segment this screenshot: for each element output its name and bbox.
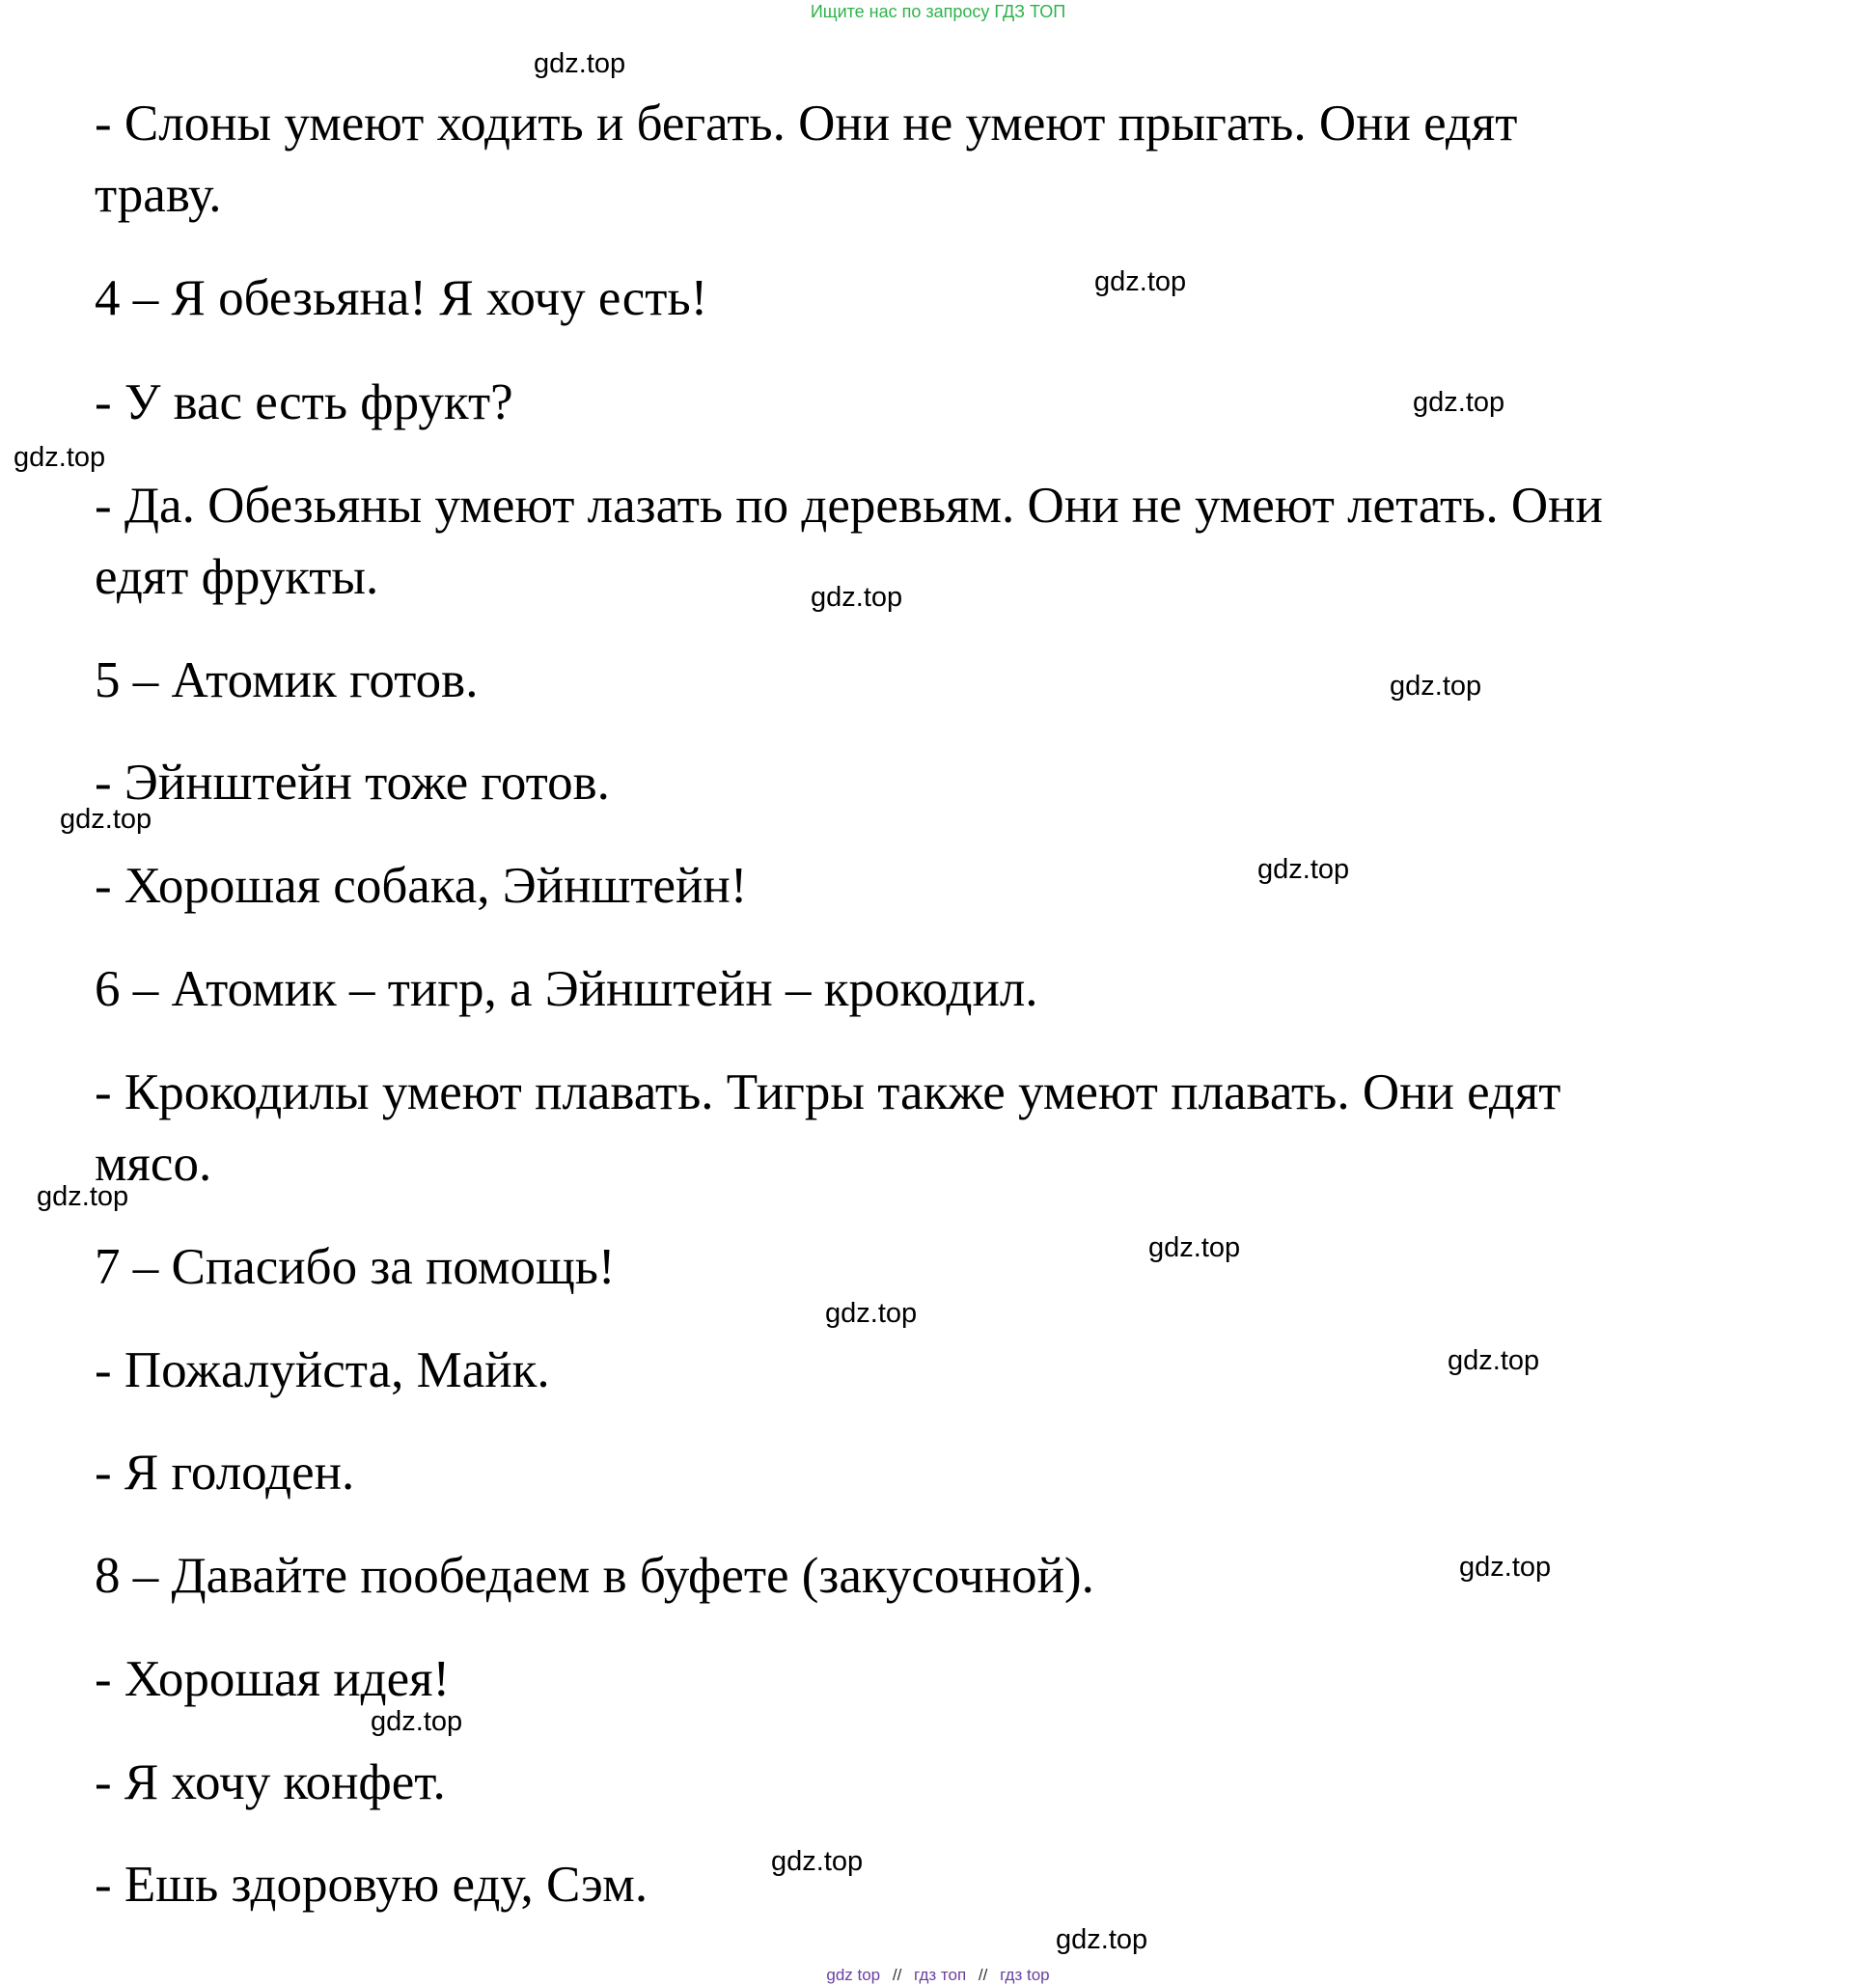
- text-line: - Хорошая идея!: [95, 1651, 451, 1707]
- text-line: - Хорошая собака, Эйнштейн!: [95, 858, 748, 914]
- text-line: траву.: [95, 167, 222, 223]
- footer-link-gdz-top-cyrillic[interactable]: гдз топ: [914, 1966, 967, 1984]
- watermark: gdz.top: [1148, 1232, 1241, 1263]
- text-line: 8 – Давайте пообедаем в буфете (закусочной).: [95, 1548, 1094, 1604]
- text-line: мясо.: [95, 1136, 212, 1192]
- text-line: - У вас есть фрукт?: [95, 374, 513, 430]
- watermark: gdz.top: [1094, 266, 1187, 297]
- watermark: gdz.top: [771, 1846, 864, 1877]
- watermark: gdz.top: [811, 582, 903, 613]
- watermark: gdz.top: [1257, 854, 1350, 885]
- text-line: 6 – Атомик – тигр, а Эйнштейн – крокодил.: [95, 961, 1038, 1017]
- text-line: - Крокодилы умеют плавать. Тигры также умеют плавать. Они едят: [95, 1064, 1561, 1120]
- watermark: gdz.top: [60, 804, 152, 835]
- footer-separator: //: [892, 1966, 902, 1984]
- watermark: gdz.top: [1448, 1345, 1540, 1376]
- text-line: - Эйнштейн тоже готов.: [95, 755, 610, 811]
- text-line: - Слоны умеют ходить и бегать. Они не умеют прыгать. Они едят: [95, 96, 1518, 152]
- text-line: - Я хочу конфет.: [95, 1754, 446, 1810]
- watermark: gdz.top: [371, 1706, 463, 1737]
- watermark: gdz.top: [1459, 1552, 1552, 1583]
- text-line: 5 – Атомик готов.: [95, 652, 479, 708]
- watermark: gdz.top: [1390, 671, 1482, 702]
- watermark: gdz.top: [825, 1298, 918, 1329]
- text-line: - Пожалуйста, Майк.: [95, 1342, 550, 1398]
- watermark: gdz.top: [1413, 387, 1505, 418]
- text-line: едят фрукты.: [95, 549, 379, 605]
- footer-links: [0, 1965, 1876, 1986]
- text-line: 4 – Я обезьяна! Я хочу есть!: [95, 270, 708, 326]
- footer-link-gdz-top[interactable]: gdz top: [826, 1966, 881, 1984]
- text-line: 7 – Спасибо за помощь!: [95, 1239, 616, 1295]
- text-line: - Я голоден.: [95, 1445, 355, 1501]
- watermark: gdz.top: [1056, 1924, 1148, 1955]
- text-line: - Да. Обезьяны умеют лазать по деревьям. Они не умеют летать. Они: [95, 478, 1603, 534]
- watermark: gdz.top: [534, 48, 626, 79]
- text-line: - Ешь здоровую еду, Сэм.: [95, 1857, 648, 1913]
- footer-link-gdz-top-mixed[interactable]: гдз top: [1000, 1966, 1050, 1984]
- footer-separator: //: [978, 1966, 988, 1984]
- watermark: gdz.top: [37, 1181, 129, 1212]
- search-hint-link[interactable]: Ищите нас по запросу ГДЗ ТОП: [810, 2, 1066, 21]
- watermark: gdz.top: [14, 442, 106, 473]
